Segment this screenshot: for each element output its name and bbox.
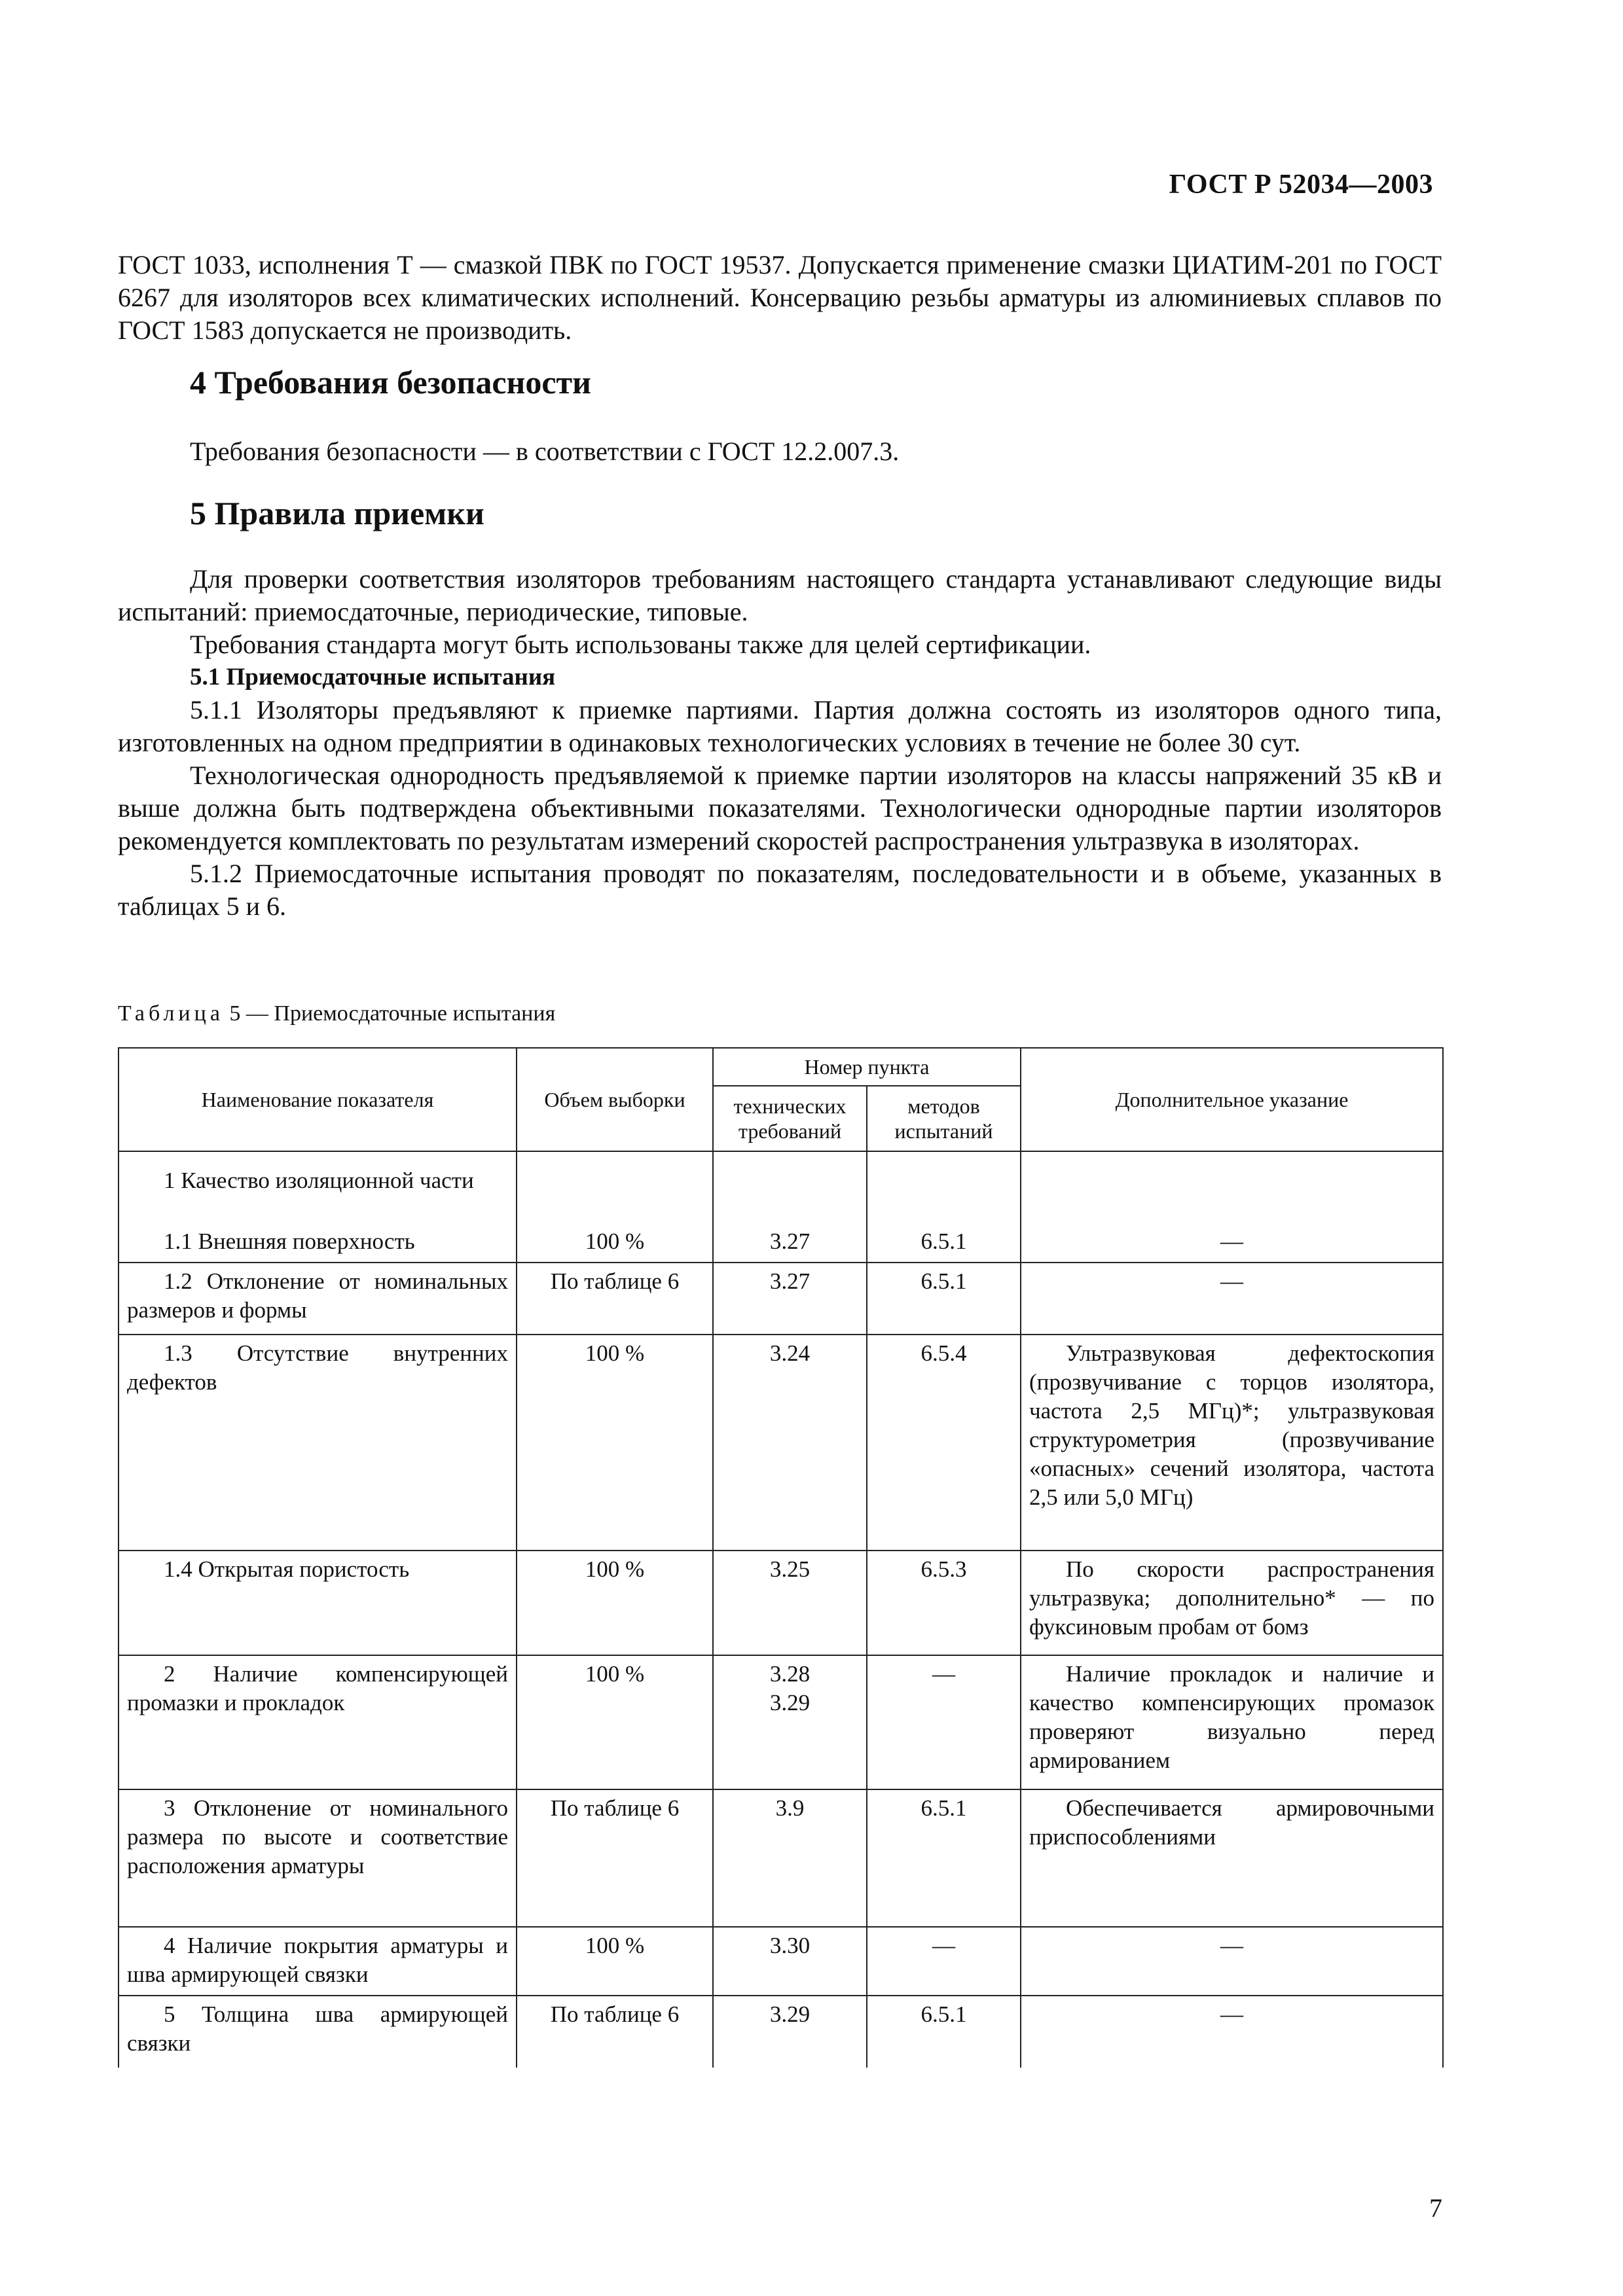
row-name: 1.2 Отклонение от номинальных размеров и формы	[127, 1268, 508, 1323]
row-sample: 100 %	[517, 1223, 713, 1263]
row-name: 2 Наличие компенсирующей промазки и прокладок	[127, 1661, 508, 1715]
table-5-caption	[118, 1001, 555, 1026]
row-name: 4 Наличие покрытия арматуры и шва армирующей связки	[127, 1933, 508, 1987]
row-name: 5 Толщина шва армирующей связки	[127, 2001, 508, 2056]
section-5-paragraph-2: Требования стандарта могут быть использованы также для целей сертификации.	[190, 630, 1091, 659]
row-tech: 3.30	[713, 1927, 867, 1996]
row-method: 6.5.1	[867, 1789, 1021, 1927]
table-caption-title: 5 — Приемосдаточные испытания	[223, 1001, 556, 1026]
row-name: 3 Отклонение от номинального размера по высоте и соответствие расположения арматуры	[127, 1795, 508, 1878]
row-tech-2: 3.29	[769, 1690, 811, 1715]
row-sample: По таблице 6	[517, 1996, 713, 2068]
row-tech: 3.29	[713, 1996, 867, 2068]
paragraph-5-1-1: 5.1.1 Изоляторы предъявляют к приемке партиями. Партия должна состоять из изоляторов одного типа, изготовленных на одном предприятии в одинаковых технологических условиях в течение не более 30 сут.	[118, 695, 1442, 757]
row-method: 6.5.4	[867, 1335, 1021, 1551]
header-additional-note: Дополнительное указание	[1021, 1048, 1443, 1151]
table-row	[119, 1996, 1443, 2068]
table-row	[119, 1335, 1443, 1551]
row-note: Ультразвуковая дефектоскопия (прозвучивание с торцов изолятора, частота 2,5 МГц)*; ультразвуковая структурометрия (прозвучивание «опасных» сечений изолятора, частота 2,5 или 5,0 МГц)	[1029, 1340, 1434, 1510]
row-tech: 3.24	[713, 1335, 867, 1551]
row-name: 1.1 Внешняя поверхность	[164, 1229, 415, 1254]
table-row	[119, 1551, 1443, 1655]
row-tech: 3.27	[713, 1263, 867, 1335]
table-5	[118, 1047, 1444, 2068]
row-method: —	[867, 1655, 1021, 1789]
header-test-methods: методов испытаний	[867, 1086, 1021, 1151]
row-note: —	[1021, 1223, 1443, 1263]
table-row	[119, 1223, 1443, 1263]
paragraph-5-1-2: 5.1.2 Приемосдаточные испытания проводят по показателям, последовательности и в объеме, указанных в таблицах 5 и 6.	[118, 859, 1442, 921]
row-method: 6.5.1	[867, 1263, 1021, 1335]
header-clause-number: Номер пункта	[713, 1048, 1021, 1086]
header-sample-size: Объем выборки	[517, 1048, 713, 1151]
row-note: По скорости распространения ультразвука; дополнительно* — по фуксиновым пробам от бомз	[1029, 1556, 1434, 1640]
page-number: 7	[1429, 2193, 1442, 2223]
row-sample: По таблице 6	[517, 1789, 713, 1927]
row-tech: 3.25	[713, 1551, 867, 1655]
section-5-paragraph-1: Для проверки соответствия изоляторов требованиям настоящего стандарта устанавливают следующие виды испытаний: приемосдаточные, периодические, типовые.	[118, 564, 1442, 626]
row-sample: 100 %	[517, 1927, 713, 1996]
table-row	[119, 1789, 1443, 1927]
row-method: 6.5.3	[867, 1551, 1021, 1655]
row-name: 1.4 Открытая пористость	[164, 1556, 410, 1582]
section-5-body	[118, 563, 1442, 923]
table-row	[119, 1263, 1443, 1335]
row-tech	[713, 1151, 867, 1223]
intro-paragraph: ГОСТ 1033, исполнения Т — смазкой ПВК по ГОСТ 19537. Допускается применение смазки ЦИАТИМ-201 по ГОСТ 6267 для изоляторов всех климатических исполнений. Консервацию резьбы арматуры из алюминиевых сплавов по ГОСТ 1583 допускается не производить.	[118, 250, 1442, 345]
row-method	[867, 1151, 1021, 1223]
section-4-heading: 4 Требования безопасности	[190, 364, 591, 401]
row-note: Обеспечивается армировочными приспособлениями	[1029, 1795, 1434, 1850]
row-method: —	[867, 1927, 1021, 1996]
row-method: 6.5.1	[867, 1223, 1021, 1263]
row-sample	[517, 1151, 713, 1223]
row-note	[1021, 1151, 1443, 1223]
section-4-text: Требования безопасности — в соответствии с ГОСТ 12.2.007.3.	[190, 437, 900, 466]
table-row	[119, 1655, 1443, 1789]
row-note: —	[1021, 1263, 1443, 1335]
row-note: —	[1021, 1927, 1443, 1996]
row-sample: 100 %	[517, 1655, 713, 1789]
row-method: 6.5.1	[867, 1996, 1021, 2068]
table-caption-label: Таблица	[118, 1001, 224, 1026]
section-5-heading: 5 Правила приемки	[190, 495, 484, 531]
row-sample: 100 %	[517, 1551, 713, 1655]
table-row	[119, 1151, 1443, 1223]
row-sample: 100 %	[517, 1335, 713, 1551]
document-header-id: ГОСТ Р 52034—2003	[1169, 170, 1433, 200]
row-tech: 3.9	[713, 1789, 867, 1927]
header-technical-requirements: технических требований	[713, 1086, 867, 1151]
section-4-body	[118, 435, 1442, 468]
row-name: 1 Качество изоляционной части	[164, 1168, 474, 1193]
row-note: Наличие прокладок и наличие и качество компенсирующих промазок проверяют визуально перед армированием	[1029, 1661, 1434, 1773]
row-name: 1.3 Отсутствие внутренних дефектов	[127, 1340, 508, 1395]
paragraph-5-1-1-continued: Технологическая однородность предъявляемой к приемке партии изоляторов на классы напряжений 35 кВ и выше должна быть подтверждена объективными показателями. Технологически однородные партии изоляторов рекомендуется комплектовать по результатам измерений скоростей распространения ультразвука в изоляторах.	[118, 761, 1442, 855]
row-tech: 3.27	[713, 1223, 867, 1263]
table-row	[119, 1927, 1443, 1996]
row-note: —	[1021, 1996, 1443, 2068]
row-sample: По таблице 6	[517, 1263, 713, 1335]
row-tech: 3.28	[769, 1661, 811, 1687]
header-name: Наименование показателя	[119, 1048, 517, 1151]
subsection-5-1-heading: 5.1 Приемосдаточные испытания	[190, 664, 556, 691]
intro-paragraph-block	[118, 249, 1442, 347]
